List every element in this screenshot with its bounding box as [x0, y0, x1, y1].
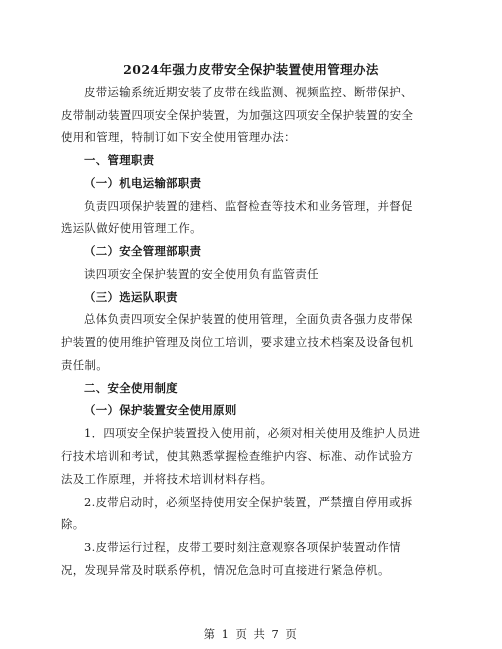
body-line: 1．四项安全保护装置投入使用前，必须对相关使用及维护人员进	[84, 426, 421, 440]
subsection-heading: （三）选运队职责	[84, 290, 178, 304]
body-line: 读四项安全保护装置的安全使用负有监管责任	[84, 267, 319, 281]
body-line: 法及工作原理，并将技术培训材料存档。	[61, 472, 273, 486]
body-line: 行技术培训和考试，使其熟悉掌握检查维护内容、标准、动作试验方	[61, 449, 414, 463]
body-line: 负责四项保护装置的建档、监督检查等技术和业务管理，并督促	[84, 199, 413, 213]
body-line: 护装置的使用维护管理及岗位工培训，要求建立技术档案及设备包机	[61, 335, 414, 349]
body-line: 使用和管理，特制订如下安全使用管理办法：	[61, 130, 296, 144]
section-heading: 二、安全使用制度	[84, 381, 178, 395]
body-line: 皮带运输系统近期安装了皮带在线监测、视频监控、断带保护、	[84, 85, 413, 99]
subsection-heading: （二）安全管理部职责	[84, 244, 202, 258]
body-line: 总体负责四项安全保护装置的使用管理，全面负责各强力皮带保	[84, 312, 413, 326]
subsection-heading: （一）机电运输部职责	[84, 176, 202, 190]
body-line: 除。	[61, 517, 85, 531]
body-line: 选运队做好使用管理工作。	[61, 221, 202, 235]
body-line: 3.皮带运行过程，皮带工要时刻注意观察各项保护装置动作情	[84, 540, 401, 554]
body-line: 皮带制动装置四项安全保护装置，为加强这四项安全保护装置的安全	[61, 108, 414, 122]
body-line: 况，发现异常及时联系停机，情况危急时可直接进行紧急停机。	[61, 563, 390, 577]
body-line: 责任制。	[61, 358, 108, 372]
subsection-heading: （一）保护装置安全使用原则	[84, 403, 237, 417]
document-title: 2024年强力皮带安全保护装置使用管理办法	[123, 62, 379, 77]
body-line: 2.皮带启动时，必须坚持使用安全保护装置，严禁擅自停用或拆	[84, 495, 413, 509]
section-heading: 一、管理职责	[84, 153, 155, 167]
page-number-footer: 第 1 页 共 7 页	[203, 627, 299, 641]
